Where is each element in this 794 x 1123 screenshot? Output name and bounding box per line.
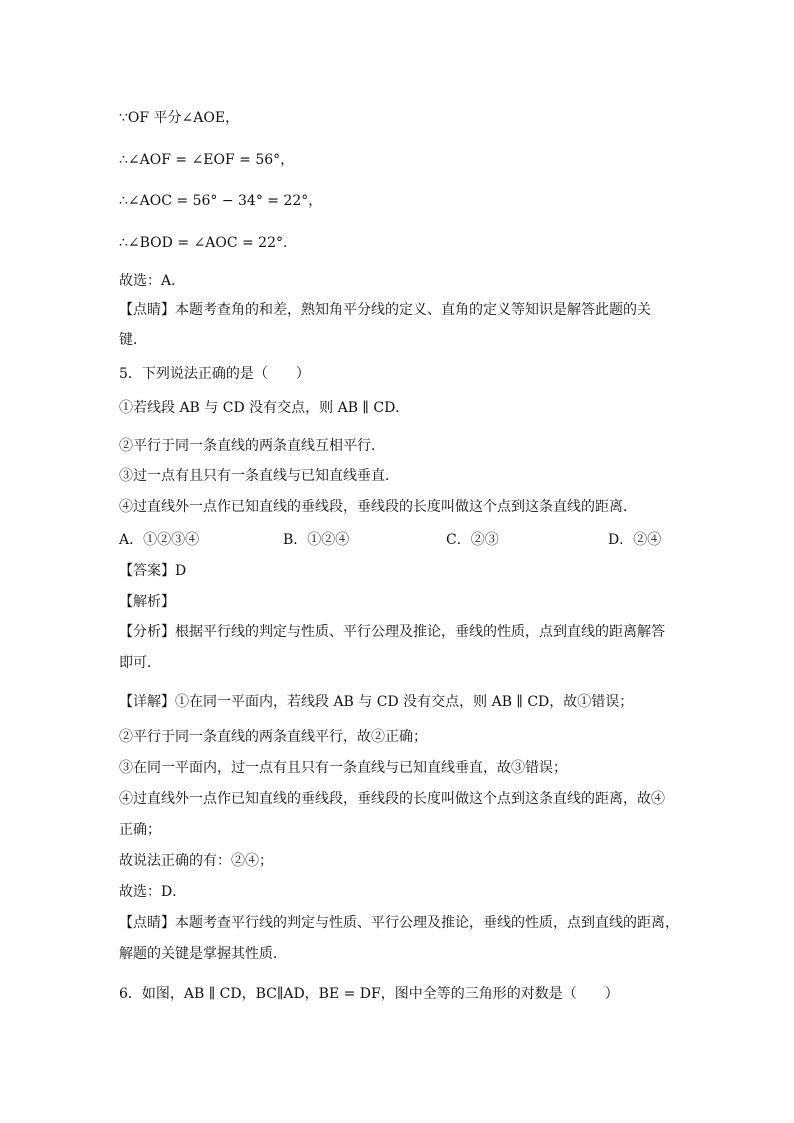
detail-line-2: ②平行于同一条直线的两条直线平行，故②正确；	[119, 729, 427, 745]
analysis-line-1: 【分析】根据平行线的判定与性质、平行公理及推论，垂线的性质，点到直线的距离解答	[119, 624, 665, 640]
statement-4: ④过直线外一点作已知直线的垂线段，垂线段的长度叫做这个点到这条直线的距离．	[119, 499, 637, 515]
detail-line-5: 正确；	[119, 822, 161, 838]
remark-line-2: 解题的关键是掌握其性质．	[119, 946, 287, 962]
remark-line-1: 【点睛】本题考查平行线的判定与性质、平行公理及推论，垂线的性质，点到直线的距离，	[119, 915, 679, 931]
proof-line-2: ∴∠AOF = ∠EOF = 56°，	[119, 152, 295, 168]
detail-line-7: 故选：D．	[119, 884, 187, 900]
option-b: B．①②④	[283, 532, 350, 548]
detail-line-4: ④过直线外一点作已知直线的垂线段，垂线段的长度叫做这个点到这条直线的距离，故④	[119, 791, 665, 807]
proof-line-3: ∴∠AOC = 56° − 34° = 22°，	[119, 193, 323, 209]
option-d: D．②④	[608, 532, 662, 548]
proof-line-4: ∴∠BOD = ∠AOC = 22°．	[119, 235, 297, 251]
choice-line: 故选：A．	[119, 273, 186, 289]
proof-line-1: ∵OF 平分∠AOE，	[119, 110, 240, 126]
comment-line-1: 【点睛】本题考查角的和差，熟知角平分线的定义、直角的定义等知识是解答此题的关	[119, 302, 651, 318]
statement-3: ③过一点有且只有一条直线与已知直线垂直．	[119, 468, 399, 484]
statement-1: ①若线段 AB 与 CD 没有交点，则 AB ∥ CD．	[119, 400, 410, 416]
question-6-stem: 6．如图，AB ∥ CD，BC∥AD，BE = DF，图中全等的三角形的对数是（ ）	[119, 986, 619, 1002]
statement-2: ②平行于同一条直线的两条直线互相平行．	[119, 438, 385, 454]
question-5-stem: 5．下列说法正确的是（ ）	[119, 366, 310, 382]
detail-line-3: ③在同一平面内，过一点有且只有一条直线与已知直线垂直，故③错误；	[119, 760, 567, 776]
detail-line-1: 【详解】①在同一平面内，若线段 AB 与 CD 没有交点，则 AB ∥ CD，故①错误；	[119, 694, 634, 710]
detail-line-6: 故说法正确的有：②④；	[119, 853, 273, 869]
analysis-heading: 【解析】	[119, 594, 175, 610]
option-a: A．①②③④	[119, 532, 200, 548]
comment-line-2: 键．	[119, 332, 147, 348]
answer-line: 【答案】D	[119, 563, 187, 579]
analysis-line-2: 即可．	[119, 655, 161, 671]
option-c: C．②③	[446, 532, 499, 548]
